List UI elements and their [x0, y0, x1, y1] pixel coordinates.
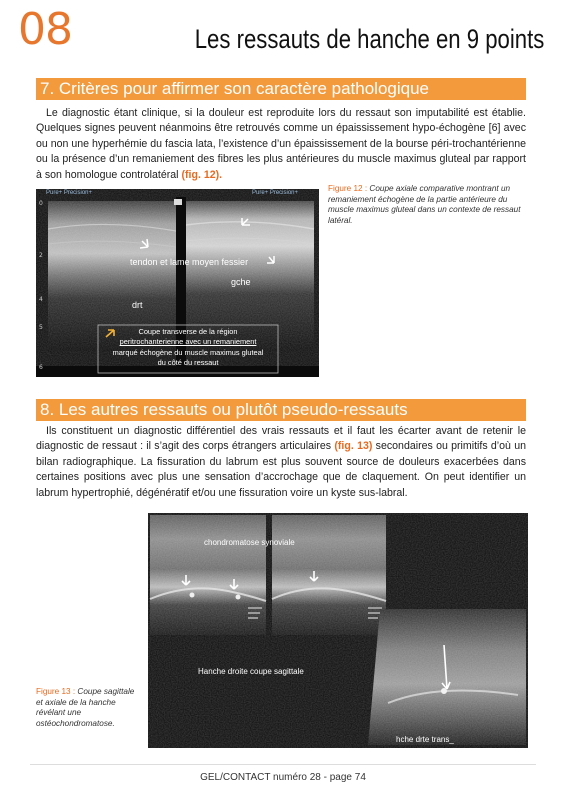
page-number: 08 — [18, 4, 72, 55]
section-7-heading: 7. Critères pour affirmer son caractère pathologique — [36, 78, 526, 100]
scale-tick-2: 2 — [39, 252, 43, 259]
section-7-text: Le diagnostic étant clinique, si la douleur est reproduite lors du ressaut son imputabilité est établie. Quelques signes peuvent néanmoins être retrouvés comme un épaississement hypo-échogène [6] avec ou non une hyperhémie du fascia lata, l’existence d’un épaississement de la bourse péri-trochantérienne ou la présence d’un remaniement des fibres les plus antérieures du muscle maximus gluteal par rapport à son homologue controlatéral — [36, 107, 526, 181]
annotation-line-4: du côté du ressaut — [157, 358, 219, 368]
figure-12-label-gche: gche — [231, 277, 251, 287]
figure-12-label-tendon: tendon et lame moyen fessier — [130, 257, 249, 267]
section-8-text-end: secondaires ou primitifs d’où un bilan radiographique. La fissuration du labrum est plus souvent source de douleurs exacerbées dans certaines positions avec plus une sensation d’accrochage que de claquement. On peut identifier un labrum hypertrophié, dégénératif et/ou une fissuration voire un kyste sus-labral. — [36, 440, 526, 499]
section-8-heading: 8. Les autres ressauts ou plutôt pseudo-ressauts — [36, 399, 526, 421]
figure-12-caption — [328, 184, 528, 226]
figure-12-annotation — [100, 327, 276, 369]
footer-divider — [30, 764, 536, 765]
section-8-paragraph — [36, 424, 526, 501]
scale-tick-4: 4 — [39, 296, 43, 303]
section-7-paragraph — [36, 106, 526, 183]
figure-13-label-trans: hche drte trans_ — [396, 735, 454, 744]
section-8-text-start: Ils constituent un diagnostic différentiel des vrais ressauts et il faut les écarter avant de retenir le diagnostic de ressaut : il s’agit des corps étrangers articulaires — [36, 425, 526, 453]
annotation-line-2: peritrochanterienne avec un remaniement — [119, 337, 257, 347]
figure-12-reference[interactable]: (fig. 12). — [181, 168, 223, 181]
figure-13-reference[interactable]: (fig. 13) — [334, 440, 373, 453]
page-title: Les ressauts de hanche en 9 points — [194, 24, 544, 54]
figure-13-label-sagittal: Hanche droite coupe sagittale — [198, 667, 304, 676]
scale-tick-6: 6 — [39, 364, 43, 371]
figure-13-ultrasound — [148, 513, 528, 748]
annotation-line-3: marqué échogène du muscle maximus gluteal — [112, 347, 264, 357]
figure-12-caption-label: Figure 12 : — [328, 184, 368, 193]
figure-12-label-drt: drt — [132, 300, 143, 310]
figure-12-ultrasound — [36, 189, 319, 377]
scale-tick-0: 0 — [39, 200, 43, 207]
figure-13-caption-label: Figure 13 : — [36, 687, 76, 696]
figure-13-caption — [36, 687, 140, 729]
figure-13-label-chondromatose: chondromatose synoviale — [204, 538, 295, 547]
footer: GEL/CONTACT numéro 28 - page 74 — [200, 772, 366, 783]
figure-12-brand-left: Pure+ Precision+ — [46, 190, 93, 196]
figure-12-caption-text: Coupe axiale comparative montrant un remaniement échogène de la partie antérieure du muscle maximus gluteal dans un contexte de ressaut latéral. — [328, 184, 521, 225]
figure-12-brand-right: Pure+ Precision+ — [252, 190, 299, 196]
annotation-line-1: Coupe transverse de la région — [138, 327, 238, 336]
figure-13-caption-text: Coupe sagittale et axiale de la hanche révélant une ostéochondromatose. — [36, 687, 135, 728]
scale-tick-5: 5 — [39, 324, 43, 331]
figure-13-image — [148, 513, 528, 748]
